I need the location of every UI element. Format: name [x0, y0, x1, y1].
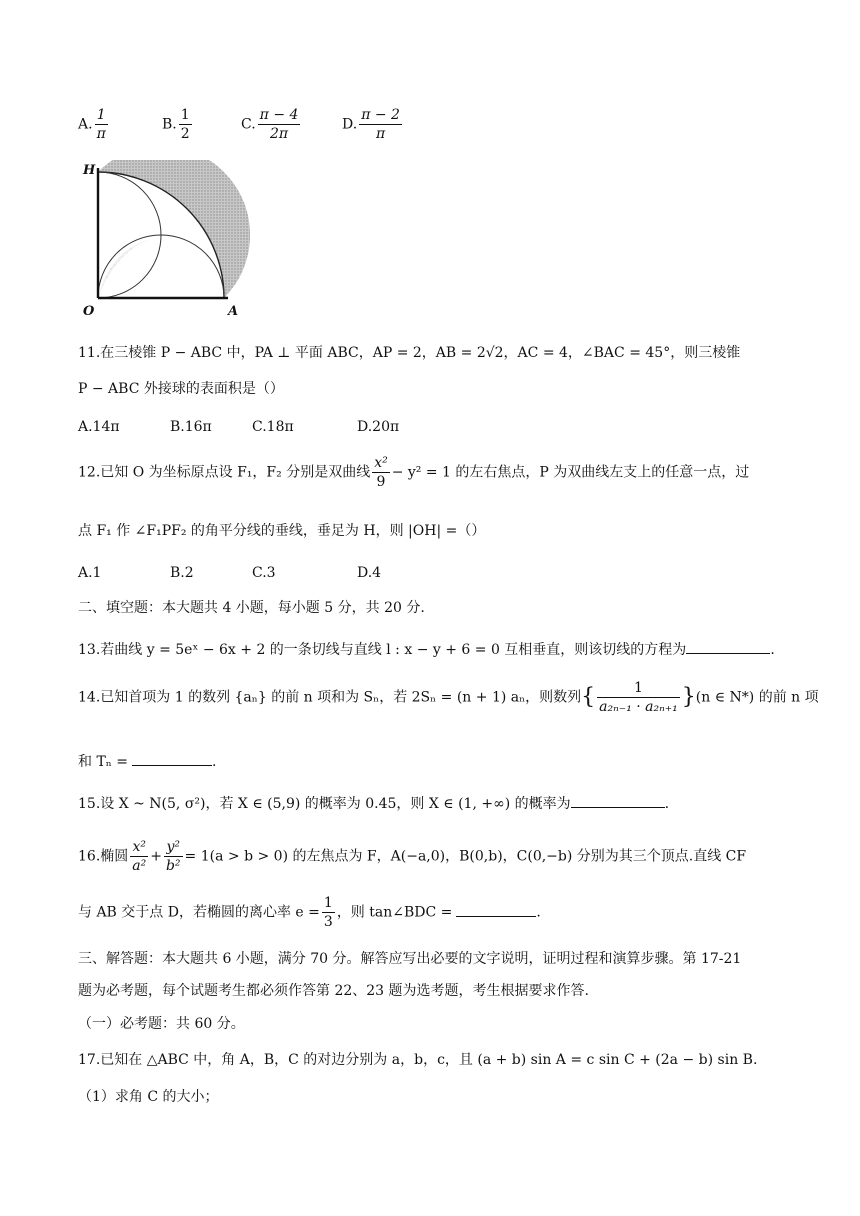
q16-line2-prefix: 与 AB 交于点 D，若椭圆的离心率 e =	[78, 904, 320, 921]
q16-suffix: = 1(a > b > 0) 的左焦点为 F，A(−a,0)，B(0,b)，C(0,−b) 分别为其三个顶点.直线 CF	[184, 848, 747, 865]
answer-blank[interactable]	[456, 902, 536, 917]
numerator: x²	[130, 840, 148, 857]
q17-part1: （1）求角 C 的大小；	[78, 1089, 219, 1105]
q16-line1	[78, 840, 746, 873]
fraction	[597, 681, 680, 714]
q16-end: .	[536, 904, 541, 921]
q11-line1: 11.在三棱锥 P − ABC 中，PA ⊥ 平面 ABC，AP = 2，AB = 2√2，AC = 4，∠BAC = 45°，则三棱锥	[78, 345, 741, 361]
fraction	[95, 108, 108, 141]
q16-line2	[78, 896, 541, 929]
q12-prefix: 12.已知 O 为坐标原点设 F₁，F₂ 分别是双曲线	[78, 464, 371, 481]
q13-text: 13.若曲线 y = 5eˣ − 6x + 2 的一条切线与直线 l : x − y + 6 = 0 互相垂直，则该切线的方程为	[78, 642, 687, 658]
section-2-heading: 二、填空题：本大题共 4 小题，每小题 5 分，共 20 分.	[78, 600, 425, 616]
denominator: a²	[132, 858, 147, 874]
left-brace: {	[581, 684, 596, 710]
subsection-heading: （一）必考题：共 60 分。	[78, 1016, 245, 1032]
q13	[78, 639, 775, 657]
fraction	[359, 108, 402, 141]
q14-suffix: (n ∈ N*) 的前 n 项	[695, 689, 819, 706]
q13-end: .	[770, 642, 775, 658]
q10-option-c	[241, 108, 302, 141]
numerator: π − 2	[361, 107, 400, 123]
q14-line2-text: 和 Tₙ =	[78, 754, 129, 770]
denominator: 2π	[269, 126, 289, 142]
fraction	[179, 108, 192, 141]
fraction	[130, 840, 148, 873]
q12-option-c: C.3	[252, 565, 276, 581]
q12-option-a: A.1	[78, 565, 102, 581]
numerator: y²	[164, 840, 183, 857]
q15	[78, 793, 669, 811]
option-label: C.	[241, 116, 256, 133]
q14-line1	[78, 681, 819, 714]
q14-line2	[78, 751, 216, 769]
q12-suffix: − y² = 1 的左右焦点，P 为双曲线左支上的任意一点，过	[391, 464, 750, 481]
fraction	[164, 840, 183, 873]
numerator: 1	[95, 108, 108, 125]
shaded-crescent	[98, 160, 250, 298]
numerator: π − 4	[259, 107, 299, 123]
q16-prefix: 16.椭圆	[78, 848, 129, 865]
plus-sign: +	[150, 848, 162, 865]
label-a: A	[228, 304, 239, 319]
fraction	[258, 108, 301, 141]
q14-prefix: 14.已知首项为 1 的数列 {aₙ} 的前 n 项和为 Sₙ，若 2Sₙ = (n + 1) aₙ，则数列	[78, 689, 582, 706]
numerator: 1	[597, 681, 680, 698]
denominator: π	[96, 126, 106, 142]
q11-option-a: A.14π	[78, 419, 120, 435]
q15-end: .	[664, 796, 670, 812]
q11-option-d: D.20π	[357, 419, 400, 435]
q12-line1	[78, 456, 749, 489]
fraction	[372, 456, 390, 489]
option-label: A.	[78, 116, 93, 133]
denominator: b²	[165, 858, 181, 874]
label-o: O	[83, 304, 95, 319]
numerator: 1	[323, 895, 333, 911]
answer-blank[interactable]	[132, 751, 212, 766]
q11-option-b: B.16π	[170, 419, 212, 435]
section-3-line1: 三、解答题：本大题共 6 小题，满分 70 分。解答应写出必要的文字说明，证明过程和演算步骤。第 17-21	[78, 951, 742, 967]
option-label: D.	[342, 116, 358, 133]
q15-text: 15.设 X ~ N(5, σ²)，若 X ∈ (5,9) 的概率为 0.45，则 X ∈ (1, +∞) 的概率为	[78, 796, 571, 812]
q10-option-a	[78, 108, 110, 141]
q12-option-d: D.4	[357, 565, 382, 581]
q17-text: 17.已知在 △ABC 中，角 A，B，C 的对边分别为 a，b，c，且 (a + b) sin A = c sin C + (2a − b) sin B.	[78, 1052, 758, 1068]
geometry-figure	[78, 160, 250, 320]
q16-line2-suffix: ，则 tan∠BDC =	[336, 904, 453, 921]
quarter-circle-diagram	[78, 160, 250, 320]
q10-option-b	[162, 108, 194, 141]
label-h: H	[83, 163, 96, 178]
fraction	[322, 896, 335, 929]
denominator: π	[375, 126, 386, 142]
q12-option-b: B.2	[170, 565, 194, 581]
right-brace: }	[681, 684, 696, 710]
denominator: a₂ₙ₋₁ · a₂ₙ₊₁	[599, 699, 678, 715]
denominator: 2	[180, 126, 190, 142]
numerator: x²	[374, 455, 388, 471]
numerator: 1	[180, 107, 190, 123]
denominator: 3	[323, 914, 333, 930]
denominator: 9	[376, 474, 386, 490]
q14-end: .	[212, 754, 217, 770]
section-3-line2: 题为必考题，每个试题考生都必须作答第 22、23 题为选考题，考生根据要求作答.	[78, 983, 589, 999]
answer-blank[interactable]	[686, 639, 770, 654]
option-label: B.	[162, 116, 177, 133]
q10-option-d	[342, 108, 404, 141]
q12-line2: 点 F₁ 作 ∠F₁PF₂ 的角平分线的垂线，垂足为 H，则 |OH| =（）	[78, 523, 486, 539]
q11-option-c: C.18π	[252, 419, 294, 435]
q11-line2: P − ABC 外接球的表面积是（）	[78, 381, 284, 397]
answer-blank[interactable]	[571, 793, 665, 808]
